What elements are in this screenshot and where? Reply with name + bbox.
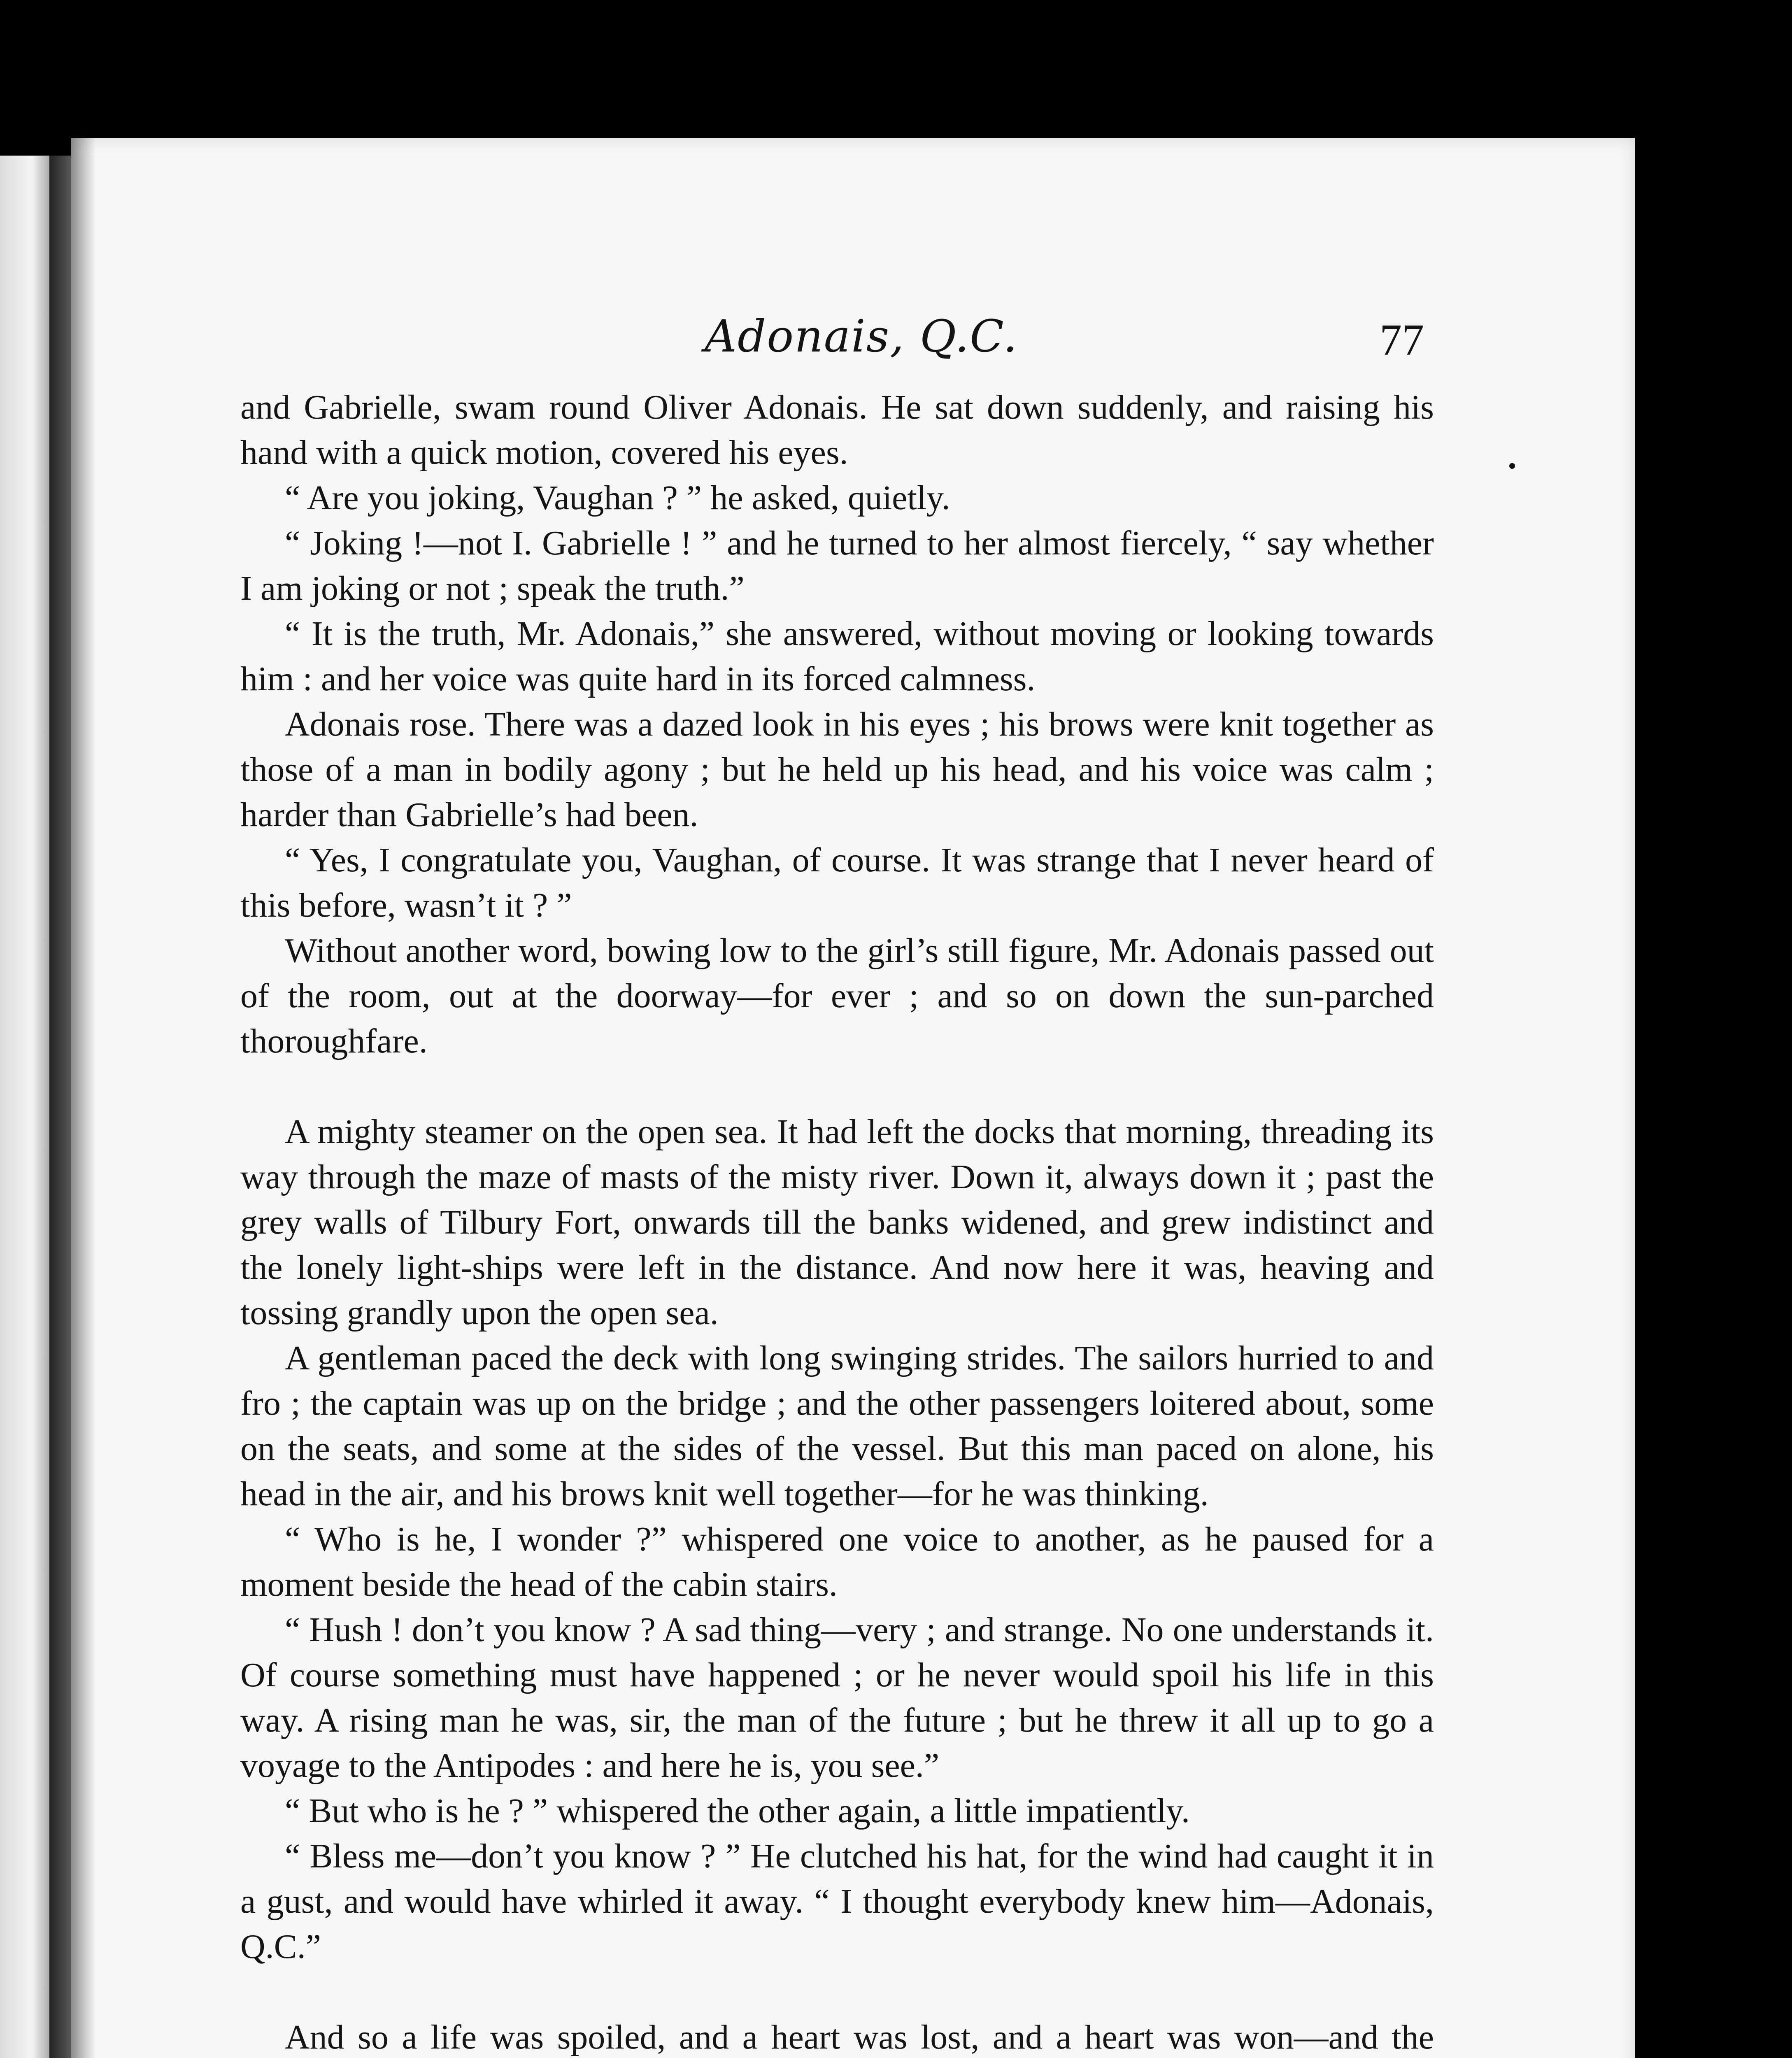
paragraph: “ Hush ! don’t you know ? A sad thing—very ; and strange. No one understands it. Of course something must have happened ; or he never would spoil his life in this way. A rising man he was, sir, the man of the future ; but he threw it all up to go a voyage to the Antipodes : and here he is, you see.” xyxy=(240,1611,1434,1785)
book-spine-shadow xyxy=(49,156,72,2058)
paragraph: “ Are you joking, Vaughan ? ” he asked, quietly. xyxy=(285,479,950,517)
paragraph: “ Bless me—don’t you know ? ” He clutched his hat, for the wind had caught it in a gust, and would have whirled it away. “ I thought everybody knew him—Adonais, Q.C.” xyxy=(240,1837,1434,1966)
paragraph: and Gabrielle, swam round Oliver Adonais. He sat down suddenly, and raising his hand with a quick motion, covered his eyes. xyxy=(240,388,1434,472)
paragraph: And so a life was spoiled, and a heart was lost, and a heart was won—and the xyxy=(285,2018,1434,2056)
paragraph: A gentleman paced the deck with long swinging strides. The sailors hurried to and fro ; the captain was up on the bridge ; and the other passengers loitered about, some on the seats, and some at the sides of the vessel. But this man paced on alone, his head in the air, and his brows knit well together—for he was thinking. xyxy=(240,1339,1434,1513)
running-head: Adonais, Q.C. xyxy=(705,311,1018,362)
section-break xyxy=(240,1064,1434,1109)
section-break xyxy=(240,1970,1434,2015)
page-number: 77 xyxy=(1380,316,1424,365)
paragraph: Without another word, bowing low to the girl’s still figure, Mr. Adonais passed out of the room, out at the doorway—for ever ; and so on down the sun-parched thoroughfare. xyxy=(240,931,1434,1060)
ink-speck xyxy=(1509,463,1515,469)
book-page xyxy=(71,138,1635,2058)
paragraph: “ It is the truth, Mr. Adonais,” she answered, without moving or looking towards him : and her voice was quite hard in its forced calmness. xyxy=(240,615,1434,698)
paragraph: “ Joking !—not I. Gabrielle ! ” and he turned to her almost fiercely, “ say whether I am joking or not ; speak the truth.” xyxy=(240,524,1434,608)
left-page-edge xyxy=(0,156,54,2058)
page-gutter-shadow xyxy=(71,138,95,2058)
paragraph: A mighty steamer on the open sea. It had left the docks that morning, threading its way through the maze of masts of the misty river. Down it, always down it ; past the grey walls of Tilbury Fort, onwards till the banks widened, and grew indistinct and the lonely light-ships were left in the distance. And now here it was, heaving and tossing grandly upon the open sea. xyxy=(240,1113,1434,1332)
body-text xyxy=(240,385,1434,2058)
paragraph: Adonais rose. There was a dazed look in his eyes ; his brows were knit together as those of a man in bodily agony ; but he held up his head, and his voice was calm ; harder than Gabrielle’s had been. xyxy=(240,705,1434,834)
paragraph: “ Who is he, I wonder ?” whispered one voice to another, as he paused for a moment beside the head of the cabin stairs. xyxy=(240,1520,1434,1604)
paragraph: “ But who is he ? ” whispered the other again, a little impatiently. xyxy=(285,1792,1190,1830)
paragraph: “ Yes, I congratulate you, Vaughan, of course. It was strange that I never heard of this before, wasn’t it ? ” xyxy=(240,841,1434,924)
